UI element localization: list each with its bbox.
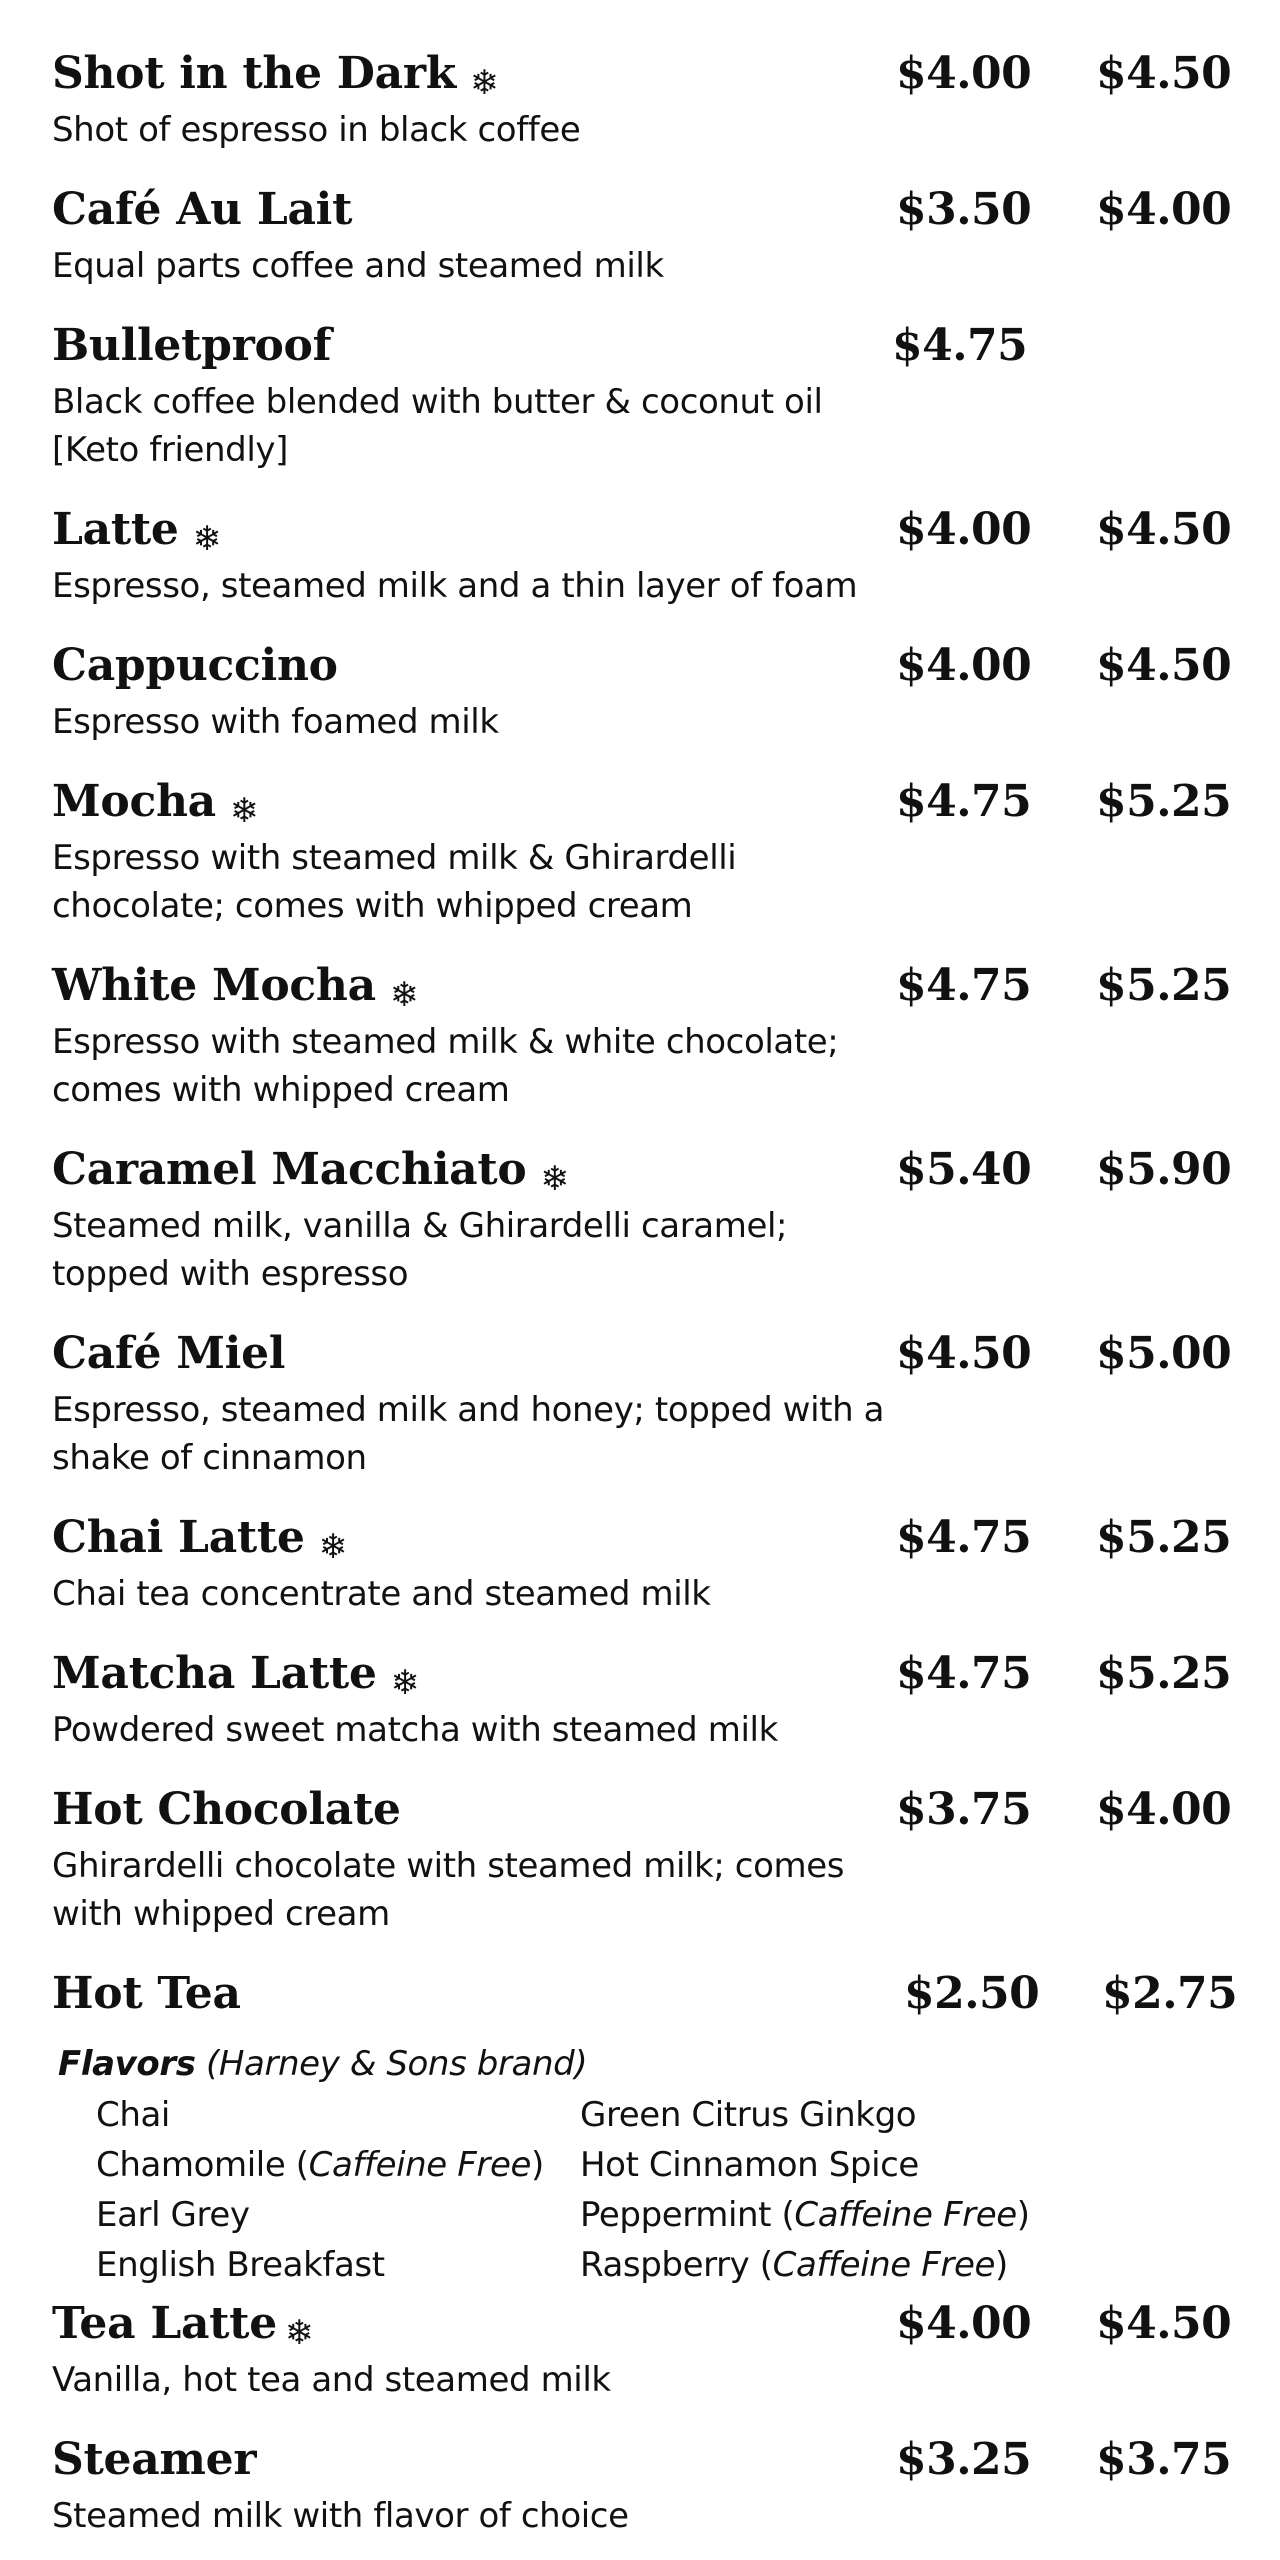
flavor-item: Hot Cinnamon Spice [580,2145,919,2185]
price-large: $5.00 [1096,1328,1232,1379]
price-small: $5.40 [896,1144,1032,1195]
price-large: $4.00 [1096,184,1232,235]
snowflake-icon: ❄ [540,1159,569,1199]
item-description: Steamed milk, vanilla & Ghirardelli caramel; topped with espresso [52,1206,788,1294]
price-small: $3.25 [896,2434,1032,2485]
price-large: $5.90 [1096,1144,1232,1195]
flavor-item: Raspberry (Caffeine Free) [580,2245,1008,2285]
price-small: $4.00 [896,48,1032,99]
flavor-list-right [580,2090,1030,2290]
price-small: $4.75 [896,960,1032,1011]
price-small: $4.00 [896,504,1032,555]
price-large: $3.75 [1096,2434,1232,2485]
flavor-item: Earl Grey [96,2195,250,2235]
price-small: $4.75 [896,776,1032,827]
caffeine-free-note: Caffeine Free [794,2195,1017,2235]
item-description: Shot of espresso in black coffee [52,110,581,150]
item-name: Steamer [52,2434,257,2485]
flavor-item: Chai [96,2095,170,2135]
price-large: $5.25 [1096,1648,1232,1699]
flavor-list-left [96,2090,544,2290]
flavor-item: Peppermint (Caffeine Free) [580,2195,1030,2235]
price-large: $5.25 [1096,776,1232,827]
item-description: Espresso, steamed milk and a thin layer of foam [52,566,858,606]
item-description: Black coffee blended with butter & coconut oil [Keto friendly] [52,382,823,470]
item-description: Chai tea concentrate and steamed milk [52,1574,711,1614]
flavor-item: Chamomile (Caffeine Free) [96,2145,544,2185]
snowflake-icon: ❄ [318,1527,347,1567]
item-description: Espresso with steamed milk & Ghirardelli chocolate; comes with whipped cream [52,838,737,926]
snowflake-icon: ❄ [284,2313,314,2353]
price-small: $4.50 [896,1328,1032,1379]
snowflake-icon: ❄ [469,63,499,103]
flavors-label: Flavors [58,2044,196,2084]
item-description: Espresso with foamed milk [52,702,499,742]
snowflake-icon: ❄ [389,975,419,1015]
price-small: $4.75 [896,1512,1032,1563]
item-name: Tea Latte [52,2298,277,2349]
price-large: $4.50 [1096,504,1232,555]
price-small: $3.75 [896,1784,1032,1835]
price-large: $4.50 [1096,2298,1232,2349]
flavor-item: English Breakfast [96,2245,385,2285]
item-name: Hot Chocolate [52,1784,401,1835]
price-small: $4.00 [896,640,1032,691]
item-name: Hot Tea [52,1968,241,2019]
price-small: $4.00 [896,2298,1032,2349]
item-description: Ghirardelli chocolate with steamed milk; comes with whipped cream [52,1846,845,1934]
price-large: $5.25 [1096,960,1232,1011]
price-large: $4.50 [1096,48,1232,99]
price-large: $4.00 [1096,1784,1232,1835]
item-description: Espresso, steamed milk and honey; topped with a shake of cinnamon [52,1390,885,1478]
item-description: Powdered sweet matcha with steamed milk [52,1710,778,1750]
item-description: Steamed milk with flavor of choice [52,2496,629,2536]
item-name: White Mocha [52,960,376,1011]
item-description: Equal parts coffee and steamed milk [52,246,664,286]
item-name: Café Miel [52,1328,286,1379]
snowflake-icon: ❄ [192,519,221,559]
flavors-heading [58,2040,587,2088]
flavor-item: Green Citrus Ginkgo [580,2095,917,2135]
item-name: Café Au Lait [52,184,353,235]
item-name: Latte [52,504,179,555]
price-small: $4.75 [896,1648,1032,1699]
caffeine-free-note: Caffeine Free [308,2145,531,2185]
snowflake-icon: ❄ [229,791,259,831]
snowflake-icon: ❄ [390,1663,419,1703]
item-name: Caramel Macchiato [52,1144,527,1195]
item-description: Vanilla, hot tea and steamed milk [52,2360,611,2400]
item-name: Shot in the Dark [52,48,456,99]
price-small: $3.50 [896,184,1032,235]
caffeine-free-note: Caffeine Free [772,2245,995,2285]
price-large: $4.50 [1096,640,1232,691]
item-name: Mocha [52,776,216,827]
item-name: Bulletproof [52,320,332,371]
price-large: $2.75 [1102,1968,1238,2019]
item-name: Matcha Latte [52,1648,377,1699]
item-name: Chai Latte [52,1512,305,1563]
price-small: $2.50 [904,1968,1040,2019]
flavors-brand: (Harney & Sons brand) [205,2044,588,2084]
price-small: $4.75 [892,320,1028,371]
item-name: Cappuccino [52,640,338,691]
item-description: Espresso with steamed milk & white chocolate; comes with whipped cream [52,1022,839,1110]
price-large: $5.25 [1096,1512,1232,1563]
